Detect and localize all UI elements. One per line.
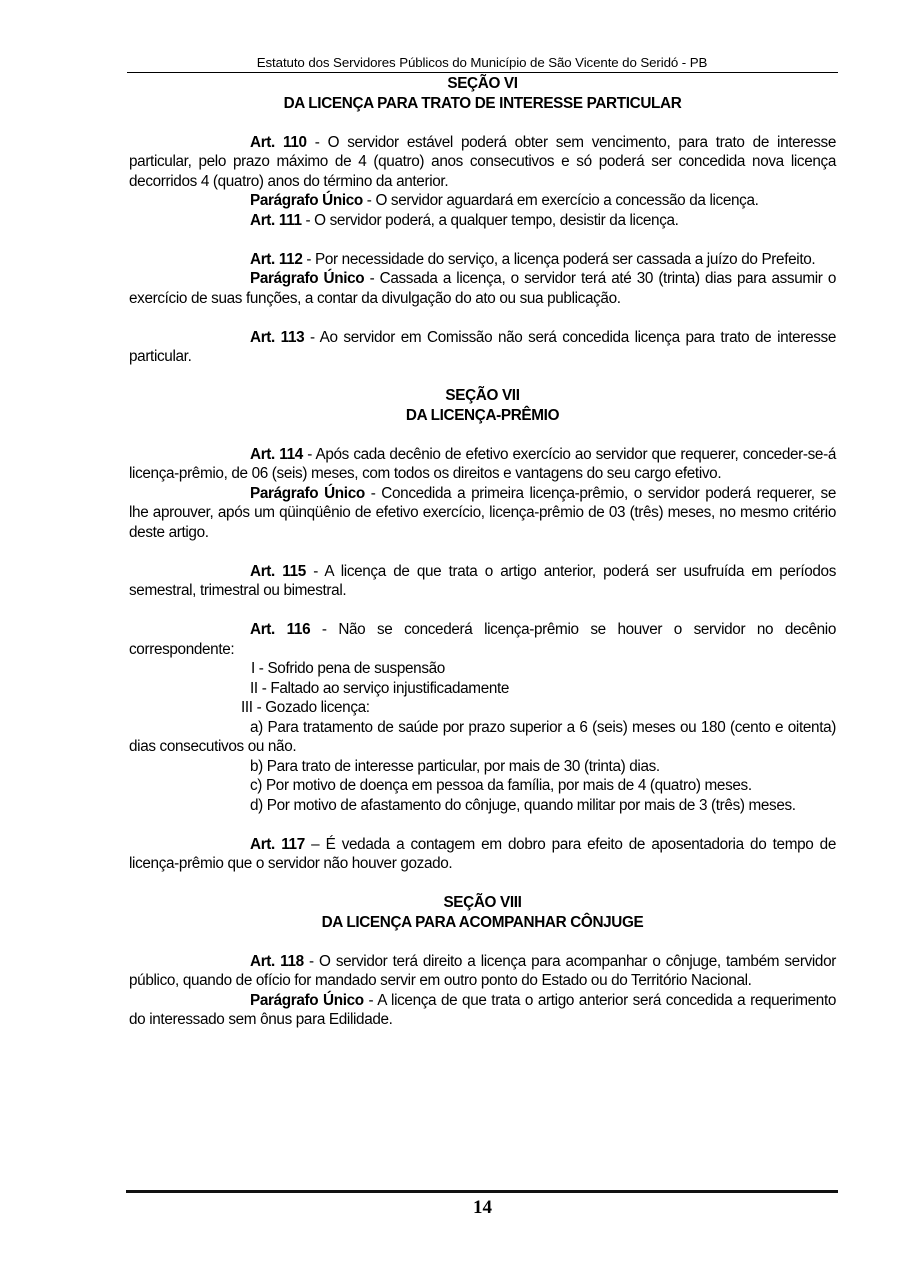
section-number: SEÇÃO VIII: [443, 894, 522, 911]
article-113: [129, 328, 836, 367]
article-116-item-iii: III - Gozado licença:: [241, 699, 370, 716]
article-label: Art. 113: [250, 328, 305, 346]
article-text: - O servidor estável poderá obter sem vencimento, para trato de interesse particular, pelo prazo máximo de 4 (quatro) anos consecutivos e só poderá ser concedida nova licença decorridos 4 (quatro) anos do término da anterior.: [129, 133, 836, 190]
article-text: - A licença de que trata o artigo anterior, poderá ser usufruída em períodos semestral, trimestral ou bimestral.: [129, 562, 836, 599]
section-title: DA LICENÇA PARA TRATO DE INTERESSE PARTICULAR: [283, 94, 682, 112]
article-label: Art. 110: [250, 133, 307, 151]
article-text: - Não se concederá licença-prêmio se houver o servidor no decênio correspondente:: [129, 621, 836, 658]
article-label: Art. 115: [250, 562, 306, 580]
section-viii-heading: [129, 893, 836, 932]
article-text: - Após cada decênio de efetivo exercício ao servidor que requerer, conceder-se-á licença-prêmio, de 06 (seis) meses, com todos os direitos e vantagens do seu cargo efetivo.: [129, 445, 836, 482]
article-label: Art. 114: [250, 445, 303, 463]
article-text: - O servidor poderá, a qualquer tempo, desistir da licença.: [301, 211, 679, 229]
paragraph-text: - Cassada a licença, o servidor terá até 30 (trinta) dias para assumir o exercício de suas funções, a contar da divulgação do ato ou sua publicação.: [129, 270, 836, 307]
paragraph-label: Parágrafo Único: [250, 270, 365, 287]
document-body: [129, 74, 836, 1030]
section-number: SEÇÃO VI: [447, 75, 518, 92]
section-vii-heading: [129, 386, 836, 425]
section-title: DA LICENÇA-PRÊMIO: [405, 406, 560, 424]
article-116-sub-b: b) Para trato de interesse particular, por mais de 30 (trinta) dias.: [250, 757, 660, 775]
article-110-paragraph: [129, 191, 836, 211]
article-118: [129, 952, 836, 991]
section-vi-heading: [129, 74, 836, 113]
article-label: Art. 111: [250, 211, 302, 229]
footer-rule: [126, 1190, 838, 1193]
article-label: Art. 112: [250, 250, 303, 268]
article-117: [129, 835, 836, 874]
article-116-sub-a: a) Para tratamento de saúde por prazo superior a 6 (seis) meses ou 180 (cento e oitenta) dias consecutivos ou não.: [129, 718, 836, 755]
section-number: SEÇÃO VII: [445, 387, 520, 404]
article-111: [129, 211, 836, 231]
article-label: Art. 118: [250, 952, 304, 970]
article-116-item-ii: II - Faltado ao serviço injustificadamente: [250, 679, 510, 697]
article-112: [129, 250, 836, 270]
article-118-paragraph: [129, 991, 836, 1030]
section-title: DA LICENÇA PARA ACOMPANHAR CÔNJUGE: [321, 913, 644, 931]
paragraph-text: - Concedida a primeira licença-prêmio, o servidor poderá requerer, se lhe aprouver, após um qüinqüênio de efetivo exercício, licença-prêmio de 03 (três) meses, no mesmo critério deste artigo.: [129, 484, 836, 541]
article-label: Art. 116: [250, 621, 311, 638]
article-116-item-i: I - Sofrido pena de suspensão: [251, 660, 445, 677]
article-text: – É vedada a contagem em dobro para efeito de aposentadoria do tempo de licença-prêmio que o servidor não houver gozado.: [129, 835, 836, 872]
article-114-paragraph: [129, 484, 836, 543]
article-text: - Por necessidade do serviço, a licença poderá ser cassada a juízo do Prefeito.: [302, 250, 816, 268]
article-116: [129, 620, 836, 659]
running-header: Estatuto dos Servidores Públicos do Município de São Vicente do Seridó - PB: [256, 55, 708, 70]
paragraph-label: Parágrafo Único: [250, 484, 365, 502]
article-text: - Ao servidor em Comissão não será concedida licença para trato de interesse particular.: [129, 328, 836, 365]
article-116-sub-d: d) Por motivo de afastamento do cônjuge, quando militar por mais de 3 (três) meses.: [250, 796, 796, 814]
article-112-paragraph: [129, 269, 836, 308]
article-114: [129, 445, 836, 484]
article-110: [129, 133, 836, 192]
paragraph-label: Parágrafo Único: [250, 192, 363, 209]
article-116-sub-c: c) Por motivo de doença em pessoa da família, por mais de 4 (quatro) meses.: [250, 777, 752, 794]
paragraph-label: Parágrafo Único: [250, 991, 364, 1009]
paragraph-text: - O servidor aguardará em exercício a concessão da licença.: [362, 192, 759, 209]
header-rule: [127, 72, 838, 73]
article-label: Art. 117: [250, 835, 305, 853]
article-text: - O servidor terá direito a licença para acompanhar o cônjuge, também servidor público, quando de ofício for mandado servir em outro ponto do Estado ou do Território Nacional.: [129, 952, 836, 989]
article-115: [129, 562, 836, 601]
paragraph-text: - A licença de que trata o artigo anterior será concedida a requerimento do interessado sem ônus para Edilidade.: [129, 991, 836, 1028]
page-number: 14: [473, 1197, 492, 1218]
